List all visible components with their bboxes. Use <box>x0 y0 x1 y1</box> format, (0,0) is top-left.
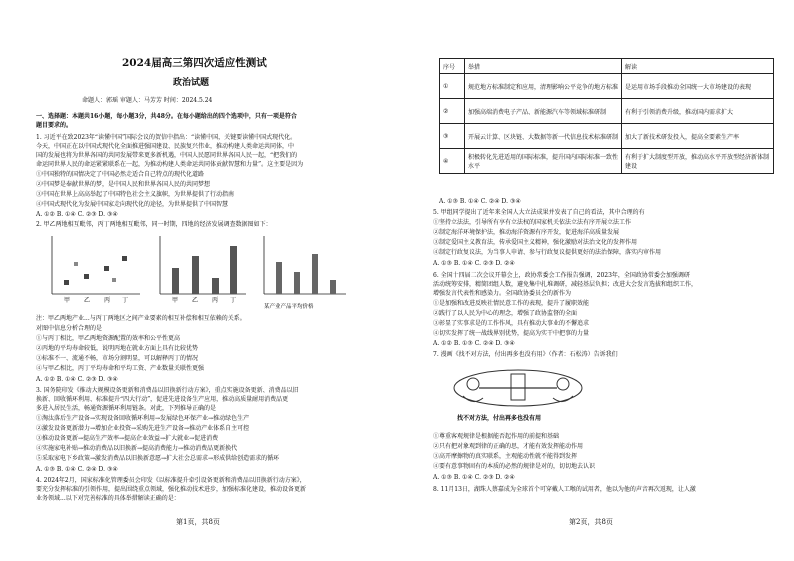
chart-2 <box>150 232 250 304</box>
table-row <box>440 74 774 99</box>
cat-label: 丙 <box>104 297 111 304</box>
point-yi <box>84 274 89 279</box>
cat-label: 乙 <box>84 297 91 304</box>
q7-option: ③高开摩擦物的真实联系，主观能动性就不能得到发挥 <box>433 453 578 460</box>
chart-area-3 <box>256 232 356 312</box>
q6-choices: A. ①② B. ①③ C. ②④ D. ③④ <box>433 340 515 347</box>
figure-left-head <box>467 378 479 390</box>
cat-label: 丁 <box>122 297 129 304</box>
q4-line: 要充分发挥标准的引领作用，提出围绕重点领域，强化推动技术进步，加强标准化建设，推动设备更新 <box>36 486 307 493</box>
center-post <box>511 374 525 400</box>
q7-stem: 7. 漫画《找不对方法，付出再多也没有用》（作者：石松涛）告诉我们 <box>433 351 618 358</box>
exam-title: 2024届高三第四次适应性测试 <box>122 57 267 69</box>
chart-1 <box>44 232 144 304</box>
q6-option: ①是加强和改进反映社情民意工作的表现，提升了履职效能 <box>433 300 590 307</box>
table-row <box>440 149 774 174</box>
q6-line: 6. 全国十四届二次会议开幕会上，政协常委会工作报告强调，2023年，全国政协常委会加强调研 <box>433 272 690 279</box>
q1-line: 今天，中国正在以中国式现代化全面推进强国建设、民族复兴伟业，推动构建人类命运共同体，中 <box>36 143 295 150</box>
table-header-cell: 解读 <box>622 59 774 74</box>
q3-option: ⑤采取家电下乡政策→激发消费品以旧换新意愿→扩大社会总需求→形成供给创造需求的循环 <box>36 455 280 462</box>
q1-line: 1. 习近平在致2023年“读懂中国”国际会议的贺信中指出：“读懂中国，关键要读懂中国式现代化。 <box>36 134 297 141</box>
cat-label: 甲 <box>172 297 179 304</box>
q8-stem: 8. 11月13日，湖珠人蔡嘉成为全球首个可穿戴人工喉的试用者，他以为他的声音再次返现，让人激 <box>433 486 696 493</box>
section-heading: 一、选择题：本题共16小题，每小题3分，共48分。在每小题给出的四个选项中，只有一项是符合 <box>36 113 297 120</box>
q1-choices: A. ①② B. ①④ C. ②③ D. ③④ <box>36 211 118 218</box>
point-bing <box>104 266 109 271</box>
bar-c <box>312 254 318 294</box>
chart-area-2 <box>150 232 250 304</box>
q1-line: 国的发展也将为世界各国的共同发展带来更多新机遇，中国人民愿同世界各国人民一起，“把我们的 <box>36 152 298 159</box>
q3-choices: A. ①③ B. ①④ C. ②④ D. ③④ <box>36 466 118 473</box>
q5-option: ④制定行政复议法，为当事人申请、参与行政复议提供更好的法治保障，落实内审作用 <box>433 249 662 256</box>
table-cell: 开展云计算、区块链、大数据等新一代信息技术标准研制 <box>465 124 622 149</box>
table-cell: ④ <box>440 149 465 174</box>
bar-d <box>330 280 336 294</box>
q3-option: ③推动设备更新→提高生产效率→提高企业效益→扩大就业→促进消费 <box>36 435 219 442</box>
table-row <box>440 124 774 149</box>
exam-meta: 命题人：郭瑶 审题人：马芳芳 时间：2024.5.24 <box>82 97 213 104</box>
q3-line: 3. 国务院印发《推动大规模设备更新和消费品以旧换新行动方案》，重点实施设备更新、消费品以旧 <box>36 387 299 394</box>
q6-line: 增强发言代表性和感染力。全国政协委员会的新作为 <box>433 290 572 297</box>
q6-line: 活动统筹安排，精简团组人数，避免集中扎堆调研，减轻基层负担；改进大会发言选拔和组织工作， <box>433 281 698 288</box>
q7-option: ④要有意事物固有的本质的必然的规律是对的，切切地去认识 <box>433 463 596 470</box>
bar-b <box>294 272 300 294</box>
q5-choices: A. ①③ B. ①④ C. ②③ D. ②④ <box>433 260 515 267</box>
table-cell: 加强高端消费电子产品、新能源汽车等领域标准研制 <box>465 99 622 124</box>
q3-line: 换新、回收循环利用、标准提升“四大行动”，促进先进设备生产应用，推动高质量耐用消费品更 <box>36 396 289 403</box>
q1-line: 命运同世界人民的命运紧紧联系在一起，为推动构建人类命运共同体贡献智慧和力量”。这主要是因为 <box>36 161 304 168</box>
q5-option: ③制定爱国主义教育法，传承爱国主义精神，强化激励对法治文化的发挥作用 <box>433 239 638 246</box>
bar-a <box>276 262 282 294</box>
bar-yi <box>192 256 199 294</box>
q2-stem: 2. 甲乙两地相互毗邻，丙丁两地相互毗邻，同一时期，四地的经济发展调查数据图如下： <box>36 221 272 228</box>
q2-choices: A. ①② B. ①④ C. ②③ D. ③④ <box>36 376 118 383</box>
table-header-cell: 序号 <box>440 59 465 74</box>
point-ding <box>122 256 127 261</box>
q1-option: ④中国式现代化为发展中国家走向现代化的途径，为世界提供了中国智慧 <box>36 201 229 208</box>
q2-option: ④与甲乙相比，丙丁平均寿命和平均工资、产业数量关联性更强 <box>36 365 205 372</box>
q4-line: 4. 2024年2月，国家标准化管理委员会印发《以标准提升牵引设备更新和消费品以旧换新行动方案》， <box>36 477 306 484</box>
table-cell: 有利于引领消费升级，推动国内需求扩大 <box>622 99 774 124</box>
cartoon-drawing <box>443 362 593 430</box>
cartoon-caption: 找不对方法，付出再多也没有用 <box>457 415 542 422</box>
q3-option: ①淘汰落后生产设备→实现设备回收循环利用→发展绿色环保产业→推动绿色生产 <box>36 415 250 422</box>
q7-option: ①尊重客观规律是根据能否起作用的前提和基础 <box>433 433 560 440</box>
section-heading-cont: 题目要求的。 <box>36 122 73 129</box>
point-extra <box>74 262 78 266</box>
bar-jia <box>172 268 179 294</box>
right-page <box>397 0 794 561</box>
point-extra <box>112 278 116 282</box>
cat-label: 丙 <box>212 297 219 304</box>
measures-table <box>439 58 774 174</box>
table-cell: 有利于扩大制度型开放，推动高水平开放型经济新体制建设 <box>622 149 774 174</box>
q1-option: ①中国独特的国情决定了中国必然走适合自己特点的现代化道路 <box>36 171 205 178</box>
q6-option: ②践行了以人民为中心的理念，增强了政协监督的全面 <box>433 310 578 317</box>
bar-bing <box>212 278 219 294</box>
figure-right-head <box>557 378 569 390</box>
table-header-row <box>440 59 774 74</box>
q6-option: ③彰显了实事求是的工作作风，具有推动大事业的不懈追求 <box>433 320 590 327</box>
table-cell: ② <box>440 99 465 124</box>
q2-note: 注：甲乙两地产业...与丙丁两地区之间产业要素的相互补偿和相互依赖的关系。 <box>36 315 246 322</box>
chart-3-label: 某产业产品平均价格 <box>264 304 314 310</box>
cartoon <box>443 362 593 434</box>
chart-3 <box>256 232 356 312</box>
q2-ask: 对图中信息分析合理的是 <box>36 325 103 332</box>
bar-ding <box>230 246 237 294</box>
cat-label: 甲 <box>64 297 71 304</box>
q2-option: ②丙地的平均寿命较低，说明丙地在就业方面上具有比较优势 <box>36 345 199 352</box>
q5-option: ①坚持立法法，引导所有享有立法权的国家机关依法立法有序开展立法工作 <box>433 219 632 226</box>
table-header-cell: 举措 <box>465 59 622 74</box>
q3-option: ④实施家电补贴→推动消费品以旧换新→提高消费能力→推动消费品更新换代 <box>36 445 238 452</box>
q6-option: ④切实发挥了统一战线界别优势，提高为实干中把事的力量 <box>433 330 590 337</box>
q2-option: ①与丙丁相比，甲乙两地资源配置的效率和公平性更高 <box>36 335 181 342</box>
chart-area-1 <box>44 232 144 304</box>
q3-line: 多进入居民生活，畅通资源循环利用链条。对此，下列推导正确的是 <box>36 405 217 412</box>
q1-option: ②中国梦是奉献世界的梦，是中国人民和世界各国人民的共同梦想 <box>36 181 211 188</box>
q1-option: ③中国在世界上高高举起了中国特色社会主义旗帜，为世界提供了行动指南 <box>36 191 235 198</box>
table-cell: ③ <box>440 124 465 149</box>
point-jia <box>64 280 69 285</box>
q3-option: ②激发设备更新潜力→增加企业投资→采购先进生产设备→推动产业体系自主可控 <box>36 425 250 432</box>
cat-label: 丁 <box>230 297 237 304</box>
table-cell: 积极转化先进适用的国际标准，提升国内国际标准一致性水平 <box>465 149 622 174</box>
q4-line: 业务领域...以下对完善标准的具体举措解读正确的是： <box>36 495 180 502</box>
table-cell: 加大了新技术研发投入，提高全要素生产率 <box>622 124 774 149</box>
table-cell: 是运用市场手段推动全国统一大市场建设的表现 <box>622 74 774 99</box>
q5-option: ②制定海洋环境保护法，推动海洋资源有序开发，促进海洋高质量发展 <box>433 229 620 236</box>
exam-subject: 政治试题 <box>173 78 210 88</box>
table-row <box>440 99 774 124</box>
q7-option: ②只有把对象观到律的正确的思，才能有效发挥能动作用 <box>433 443 584 450</box>
table-cell: 规范地方标准制定和应用，清理影响公平竞争的地方标准 <box>465 74 622 99</box>
cat-label: 乙 <box>192 297 199 304</box>
q2-option: ③标准不一、流通不畅，市场分割明显，可以解释丙丁的情况 <box>36 355 199 362</box>
table-cell: ① <box>440 74 465 99</box>
page-footer: 第2页，共8页 <box>569 518 613 526</box>
q5-stem: 5. 甲组同学提出了近年来全国人大立法成果并发表了自己的看法，其中合理的有 <box>433 209 645 216</box>
q7-choices: A. ①③ B. ①④ C. ②③ D. ②④ <box>433 474 515 481</box>
page-footer: 第1页，共8页 <box>176 518 220 526</box>
q4-choices: A. ①③ B. ①④ C. ②④ D. ③④ <box>439 198 521 205</box>
